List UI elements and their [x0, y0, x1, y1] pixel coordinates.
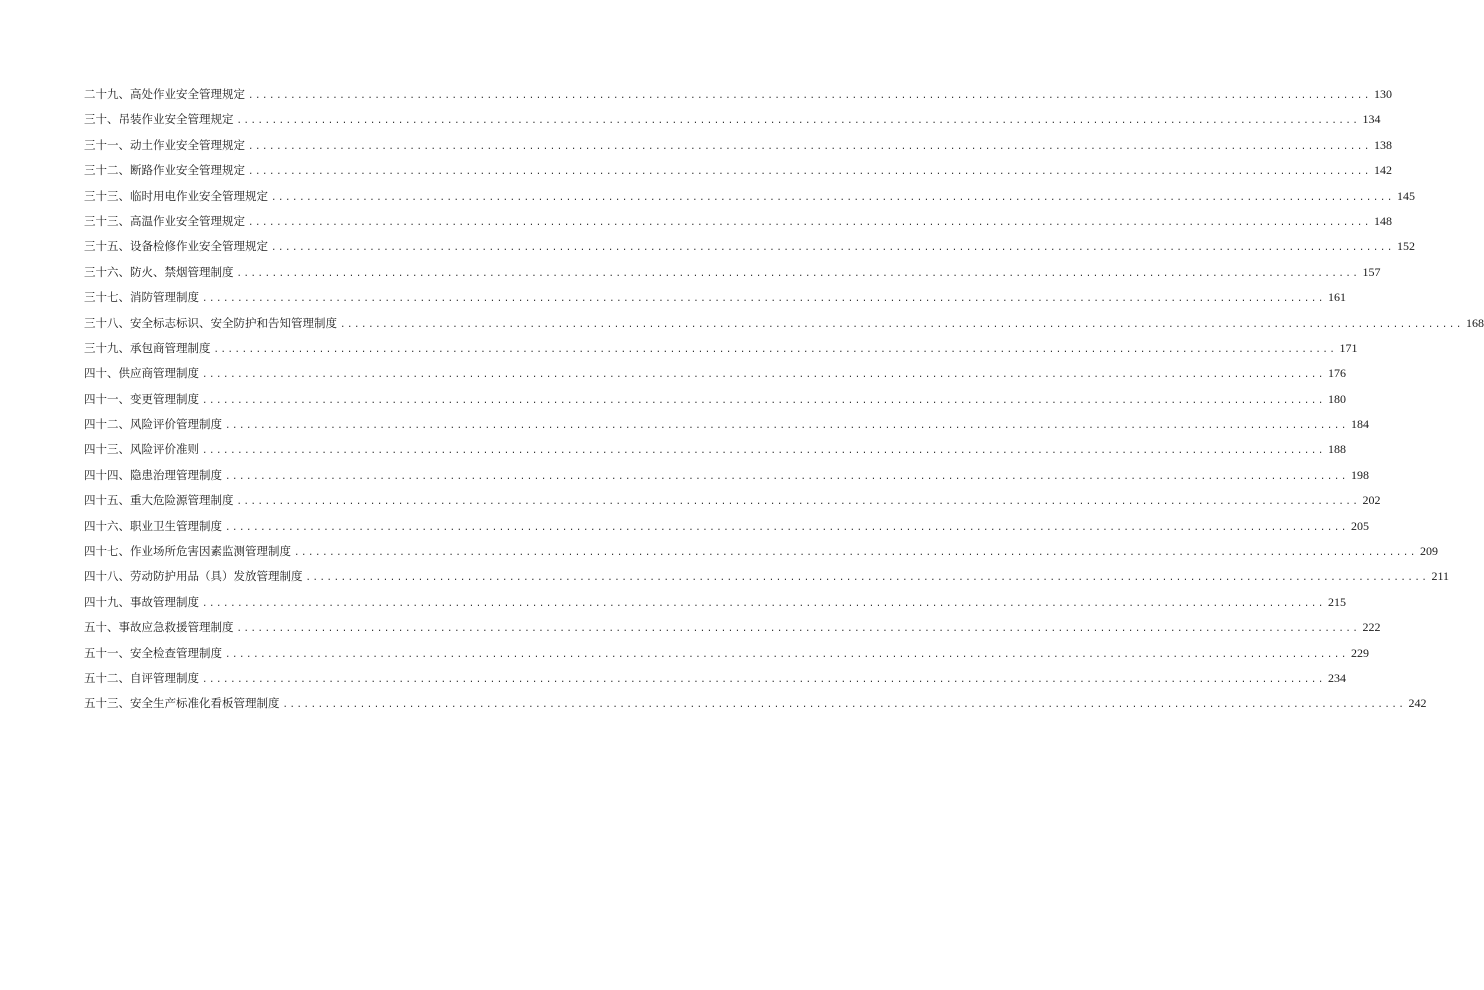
toc-entry-title: 五十二、自评管理制度: [84, 670, 199, 685]
toc-entry[interactable]: [84, 564, 1450, 589]
toc-entry-page: 188: [1327, 442, 1346, 457]
toc-entry-page: 180: [1327, 391, 1346, 406]
toc-entry-title: 三十八、安全标志标识、安全防护和告知管理制度: [84, 315, 337, 330]
toc-entry-title: 四十、供应商管理制度: [84, 366, 199, 381]
toc-entry[interactable]: [84, 285, 1346, 310]
toc-entry-page: 168: [1465, 315, 1484, 330]
toc-entry-page: 202: [1362, 493, 1381, 508]
toc-dot-leader: ................................................................................................................................................................: [282, 700, 1406, 711]
toc-entry-title: 四十一、变更管理制度: [84, 391, 199, 406]
toc-entry-title: 三十三、临时用电作业安全管理规定: [84, 188, 268, 203]
toc-entry-page: 211: [1431, 569, 1450, 584]
toc-entry-page: 148: [1373, 213, 1392, 228]
toc-entry[interactable]: [84, 514, 1369, 539]
toc-entry-title: 四十五、重大危险源管理制度: [84, 493, 234, 508]
toc-entry-title: 二十九、高处作业安全管理规定: [84, 87, 245, 101]
toc-entry[interactable]: [84, 209, 1392, 234]
toc-entry-page: 145: [1396, 188, 1415, 203]
toc-entry[interactable]: [84, 488, 1381, 513]
toc-entry[interactable]: [84, 336, 1358, 361]
toc-dot-leader: ................................................................................................................................................................: [271, 243, 1394, 254]
toc-entry[interactable]: [84, 133, 1392, 158]
toc-entry-page: 222: [1362, 620, 1381, 635]
toc-entry-title: 三十三、高温作业安全管理规定: [84, 213, 245, 228]
toc-entry[interactable]: [84, 463, 1369, 488]
toc-dot-leader: ................................................................................................................................................................: [236, 497, 1360, 508]
toc-entry-title: 五十、事故应急救援管理制度: [84, 620, 234, 635]
toc-entry[interactable]: [84, 641, 1369, 666]
toc-entry-page: 229: [1350, 645, 1369, 660]
toc-dot-leader: ................................................................................................................................................................: [271, 192, 1394, 203]
toc-dot-leader: ................................................................................................................................................................: [202, 395, 1325, 406]
toc-entry[interactable]: [84, 387, 1346, 412]
toc-dot-leader: ................................................................................................................................................................: [225, 471, 1348, 482]
toc-entry[interactable]: [84, 311, 1484, 336]
toc-entry-page: 134: [1362, 112, 1381, 127]
toc-dot-leader: ................................................................................................................................................................: [248, 217, 1371, 228]
toc-entry-title: 五十一、安全检查管理制度: [84, 645, 222, 660]
toc-dot-leader: ................................................................................................................................................................: [202, 446, 1325, 457]
toc-entry-page: 215: [1327, 594, 1346, 609]
toc-entry-title: 三十九、承包商管理制度: [84, 340, 211, 355]
toc-entry-title: 三十六、防火、禁烟管理制度: [84, 264, 234, 279]
toc-entry[interactable]: [84, 412, 1369, 437]
toc-dot-leader: ................................................................................................................................................................: [225, 421, 1348, 432]
toc-entry-page: 242: [1408, 696, 1427, 711]
toc-entry[interactable]: [84, 107, 1381, 132]
toc-dot-leader: ................................................................................................................................................................: [248, 91, 1371, 101]
toc-entry-title: 三十二、断路作业安全管理规定: [84, 163, 245, 178]
toc-entry-page: 198: [1350, 467, 1369, 482]
toc-dot-leader: ................................................................................................................................................................: [202, 674, 1325, 685]
toc-entry[interactable]: [84, 361, 1346, 386]
toc-dot-leader: ................................................................................................................................................................: [225, 522, 1348, 533]
toc-entry[interactable]: [84, 539, 1438, 564]
toc-entry-title: 五十三、安全生产标准化看板管理制度: [84, 696, 280, 711]
toc-dot-leader: ................................................................................................................................................................: [248, 141, 1371, 152]
toc-entry-title: 四十八、劳动防护用品（具）发放管理制度: [84, 569, 303, 584]
table-of-contents: [84, 82, 1484, 717]
toc-entry-page: 130: [1373, 87, 1392, 101]
toc-entry[interactable]: [84, 82, 1392, 107]
toc-dot-leader: ................................................................................................................................................................: [202, 598, 1325, 609]
toc-entry-title: 四十二、风险评价管理制度: [84, 417, 222, 432]
toc-dot-leader: ................................................................................................................................................................: [305, 573, 1429, 584]
toc-dot-leader: ................................................................................................................................................................: [340, 319, 1463, 330]
toc-entry-title: 四十六、职业卫生管理制度: [84, 518, 222, 533]
toc-entry-page: 205: [1350, 518, 1369, 533]
toc-entry-title: 四十三、风险评价准则: [84, 442, 199, 457]
toc-entry[interactable]: [84, 437, 1346, 462]
toc-entry[interactable]: [84, 158, 1392, 183]
toc-entry-title: 三十一、动土作业安全管理规定: [84, 137, 245, 152]
toc-entry-page: 234: [1327, 670, 1346, 685]
toc-dot-leader: ................................................................................................................................................................: [248, 167, 1371, 178]
toc-entry-page: 209: [1419, 544, 1438, 559]
toc-entry-page: 161: [1327, 290, 1346, 305]
toc-dot-leader: ................................................................................................................................................................: [236, 116, 1360, 127]
toc-entry[interactable]: [84, 615, 1381, 640]
toc-entry-page: 184: [1350, 417, 1369, 432]
toc-entry-page: 171: [1339, 340, 1358, 355]
toc-entry[interactable]: [84, 260, 1381, 285]
toc-entry-title: 四十七、作业场所危害因素监测管理制度: [84, 544, 291, 559]
toc-entry-page: 138: [1373, 137, 1392, 152]
toc-dot-leader: ................................................................................................................................................................: [202, 370, 1325, 381]
toc-entry-page: 152: [1396, 239, 1415, 254]
toc-entry-title: 四十九、事故管理制度: [84, 594, 199, 609]
toc-entry-page: 142: [1373, 163, 1392, 178]
toc-entry[interactable]: [84, 184, 1415, 209]
toc-entry-page: 157: [1362, 264, 1381, 279]
toc-entry[interactable]: [84, 590, 1346, 615]
toc-entry[interactable]: [84, 234, 1415, 259]
toc-entry[interactable]: [84, 691, 1427, 716]
toc-dot-leader: ................................................................................................................................................................: [294, 548, 1417, 559]
toc-dot-leader: ................................................................................................................................................................: [236, 268, 1360, 279]
toc-dot-leader: ................................................................................................................................................................: [225, 649, 1348, 660]
toc-dot-leader: ................................................................................................................................................................: [213, 344, 1337, 355]
toc-entry[interactable]: [84, 666, 1346, 691]
toc-dot-leader: ................................................................................................................................................................: [236, 624, 1360, 635]
toc-entry-title: 三十、吊装作业安全管理规定: [84, 112, 234, 127]
toc-entry-page: 176: [1327, 366, 1346, 381]
toc-dot-leader: ................................................................................................................................................................: [202, 294, 1325, 305]
toc-entry-title: 四十四、隐患治理管理制度: [84, 467, 222, 482]
toc-entry-title: 三十五、设备检修作业安全管理规定: [84, 239, 268, 254]
toc-entry-title: 三十七、消防管理制度: [84, 290, 199, 305]
